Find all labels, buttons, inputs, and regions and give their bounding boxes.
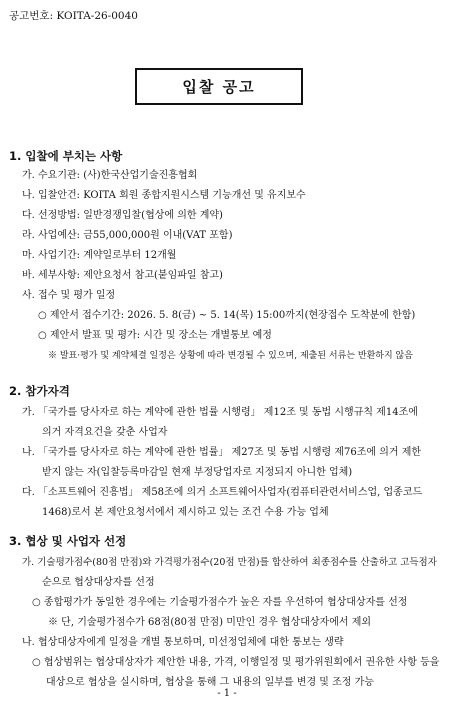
section3-line: ※ 단, 기술평가점수가 68점(80점 만점) 미만인 경우 협상대상자에서 제외	[48, 617, 372, 628]
section-heading-2: 2. 참가자격	[9, 384, 70, 398]
schedule-item: ○ 제안서 접수기간: 2026. 5. 8(금) ~ 5. 14(목) 15:00까지(현장접수 도착분에 한함)	[38, 310, 416, 321]
section3-line: ○ 종합평가가 동일한 경우에는 기술평가점수가 높은 자를 우선하여 협상대상자를 선정	[32, 597, 408, 608]
section2-line: 의거 자격요건을 갖춘 사업자	[42, 427, 168, 438]
section1-item: 다. 선정방법: 일반경쟁입찰(협상에 의한 계약)	[22, 210, 223, 221]
section-heading-1: 1. 입찰에 부치는 사항	[9, 149, 123, 163]
section1-item: 라. 사업예산: 금55,000,000원 이내(VAT 포함)	[22, 230, 233, 241]
section1-item: 바. 세부사항: 제안요청서 참고(붙임파일 참고)	[22, 270, 223, 281]
section3-line: 대상으로 협상을 실시하며, 협상을 통해 그 내용의 일부를 변경 및 조정 가능	[46, 677, 374, 688]
schedule-note: ※ 발표·평가 및 계약체결 일정은 상황에 따라 변경될 수 있으며, 제출된 서류는 반환하지 않음	[48, 351, 413, 361]
section2-line: 가. 「국가를 당사자로 하는 계약에 관한 법률 시행령」 제12조 및 동법 시행규칙 제14조에	[22, 407, 418, 418]
section2-line: 다. 「소프트웨어 진흥법」 제58조에 의거 소프트웨어사업자(컴퓨터관련서비스업, 업종코드	[22, 487, 423, 498]
section1-item: 사. 접수 및 평가 일정	[22, 290, 116, 301]
section1-item: 가. 수요기관: (사)한국산업기술진흥협회	[22, 170, 198, 181]
section3-line: 가. 기술평가점수(80점 만점)와 가격평가점수(20점 만점)를 합산하여 최종점수를 산출하고 고득점자	[22, 557, 437, 568]
notice-number: 공고번호: KOITA-26-0040	[9, 10, 138, 22]
section3-line: 순으로 협상대상자를 선정	[42, 577, 155, 588]
page-number: - 1 -	[217, 688, 237, 699]
document-title: 입찰 공고	[135, 68, 303, 105]
section-heading-3: 3. 협상 및 사업자 선정	[9, 534, 127, 548]
section1-item: 마. 사업기간: 계약일로부터 12개월	[22, 250, 177, 261]
section2-line: 나. 「국가를 당사자로 하는 계약에 관한 법률」 제27조 및 동법 시행령 제76조에 의거 제한	[22, 447, 422, 458]
section3-line: ○ 협상범위는 협상대상자가 제안한 내용, 가격, 이행일정 및 평가위원회에서 권유한 사항 등을	[32, 657, 440, 668]
section1-item: 나. 입찰안건: KOITA 회원 종합지원시스템 기능개선 및 유지보수	[22, 190, 306, 201]
section2-line: 1468)로서 본 제안요청서에서 제시하고 있는 조건 수용 가능 업체	[42, 507, 329, 518]
section3-line: 나. 협상대상자에게 일정을 개별 통보하며, 미선정업체에 대한 통보는 생략	[22, 637, 344, 648]
schedule-item: ○ 제안서 발표 및 평가: 시간 및 장소는 개별통보 예정	[38, 330, 272, 341]
section2-line: 받지 않는 자(입찰등록마감일 현재 부정당업자로 지정되지 아니한 업체)	[42, 467, 353, 478]
